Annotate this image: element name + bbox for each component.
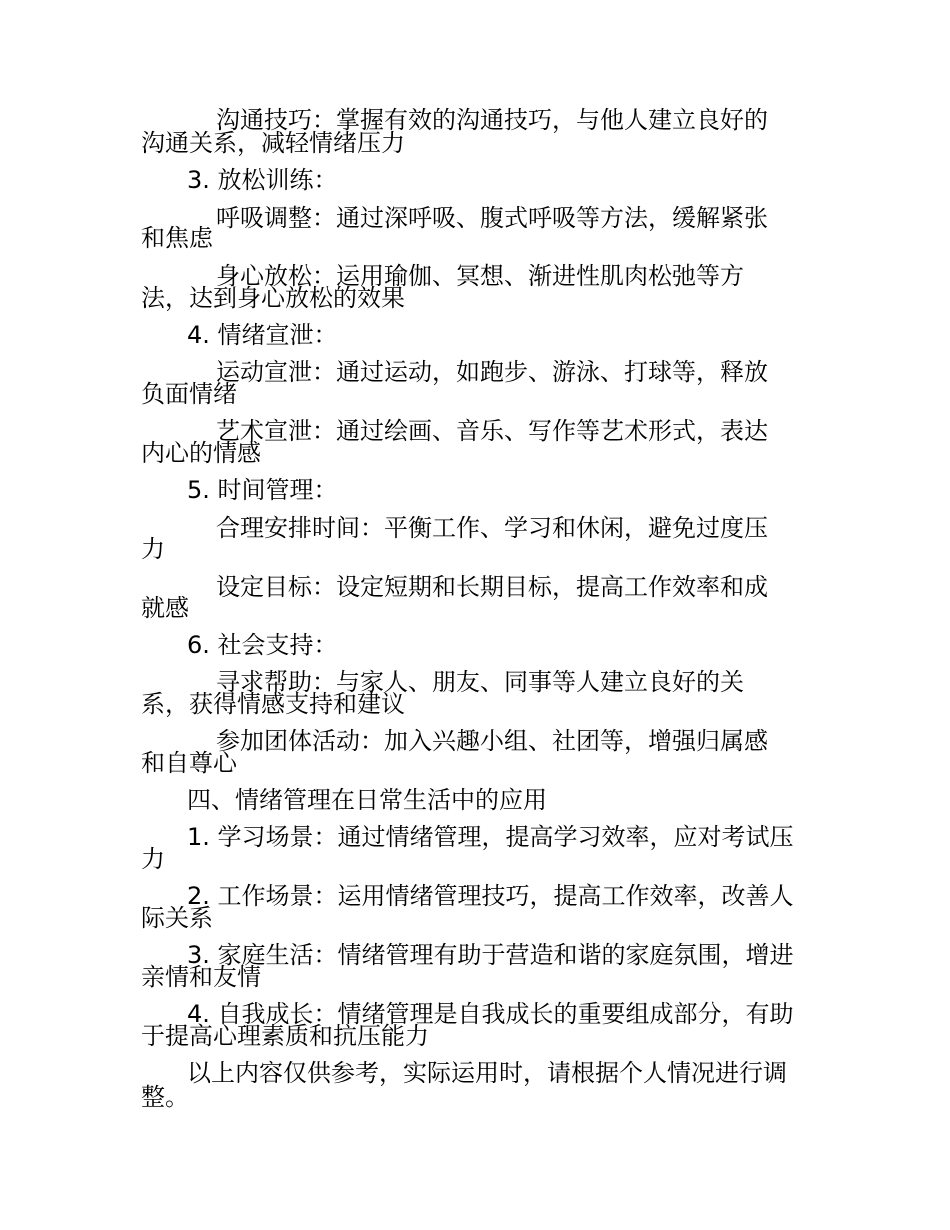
section-heading: 四、情绪管理在日常生活中的应用 (187, 786, 547, 814)
paragraph-line: 以上内容仅供参考，实际运用时，请根据个人情况进行调 (187, 1059, 787, 1087)
paragraph-line: 设定目标：设定短期和长期目标，提高工作效率和成 (216, 573, 768, 601)
paragraph-line: 于提高心理素质和抗压能力 (141, 1022, 429, 1050)
paragraph-line: 就感 (141, 594, 189, 622)
section-heading: 6. 社会支持： (187, 631, 338, 659)
paragraph-line: 际关系 (141, 904, 213, 932)
paragraph-line: 和焦虑 (141, 224, 213, 252)
paragraph-line: 呼吸调整：通过深呼吸、腹式呼吸等方法，缓解紧张 (216, 204, 768, 232)
paragraph-line: 4. 自我成长：情绪管理是自我成长的重要组成部分，有助 (187, 1000, 794, 1028)
paragraph-line: 运动宣泄：通过运动，如跑步、游泳、打球等，释放 (216, 358, 768, 386)
paragraph-line: 法，达到身心放松的效果 (141, 284, 405, 312)
paragraph-line: 沟通关系，减轻情绪压力 (141, 129, 405, 157)
paragraph-line: 1. 学习场景：通过情绪管理，提高学习效率，应对考试压 (187, 823, 794, 851)
paragraph-line: 系，获得情感支持和建议 (141, 690, 405, 718)
section-heading: 4. 情绪宣泄： (187, 321, 338, 349)
paragraph-line: 沟通技巧：掌握有效的沟通技巧，与他人建立良好的 (216, 106, 768, 134)
paragraph-line: 寻求帮助：与家人、朋友、同事等人建立良好的关 (216, 668, 744, 696)
paragraph-line: 内心的情感 (141, 439, 261, 467)
section-heading: 3. 放松训练： (187, 166, 338, 194)
paragraph-line: 和自尊心 (141, 749, 237, 777)
paragraph-line: 3. 家庭生活：情绪管理有助于营造和谐的家庭氛围，增进 (187, 941, 794, 969)
paragraph-line: 负面情绪 (141, 380, 237, 408)
section-heading: 5. 时间管理： (187, 476, 338, 504)
paragraph-line: 整。 (141, 1083, 189, 1111)
paragraph-line: 力 (141, 535, 165, 563)
paragraph-line: 2. 工作场景：运用情绪管理技巧，提高工作效率，改善人 (187, 882, 794, 910)
paragraph-line: 身心放松：运用瑜伽、冥想、渐进性肌肉松弛等方 (216, 262, 744, 290)
paragraph-line: 合理安排时间：平衡工作、学习和休闲，避免过度压 (216, 514, 768, 542)
paragraph-line: 亲情和友情 (141, 963, 261, 991)
paragraph-line: 力 (141, 845, 165, 873)
paragraph-line: 参加团体活动：加入兴趣小组、社团等，增强归属感 (216, 727, 768, 755)
paragraph-line: 艺术宣泄：通过绘画、音乐、写作等艺术形式，表达 (216, 417, 768, 445)
